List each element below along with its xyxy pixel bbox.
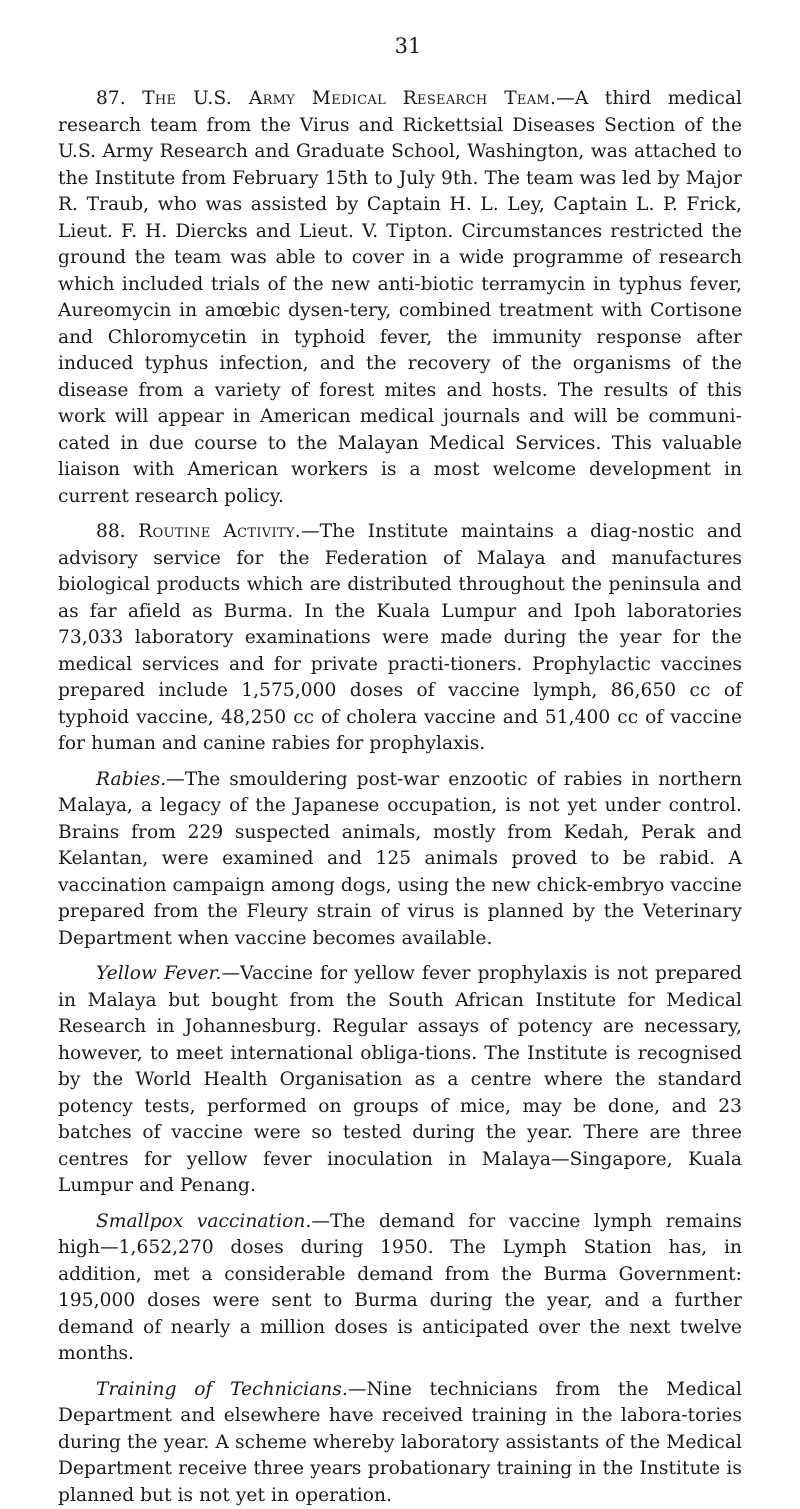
page-number: 31 (58, 34, 742, 58)
paragraph-number: 88. (96, 521, 126, 542)
paragraph-heading: The U.S. Army Medical Research Team. (142, 88, 556, 109)
paragraph-number: 87. (96, 88, 126, 109)
paragraph-heading: Rabies. (96, 769, 166, 790)
paragraph-training-of-technicians (58, 1377, 742, 1509)
paragraph-rabies (58, 767, 742, 953)
paragraph-heading: Training of Technicians. (96, 1379, 348, 1400)
paragraph-87-us-army-medical-research-team (58, 86, 742, 510)
paragraph-yellow-fever (58, 961, 742, 1200)
paragraph-text: —The demand for vaccine lymph remains high—1,652,270 doses during 1950. The Lymph Station has, in addition, met a considerable demand from the Burma Government: 195,000 doses were sent to Burma during the year, and a further demand of nearly a million doses is anticipated over the next twelve months. (58, 1211, 742, 1365)
paragraph-text: —Vaccine for yellow fever prophylaxis is not prepared in Malaya but bought from the South African Institute for Medical Research in Johannesburg. Regular assays of potency are necessary, however, to meet international obliga-tions. The Institute is recognised by the World Health Organisation as a centre where the standard potency tests, performed on groups of mice, may be done, and 23 batches of vaccine were so tested during the year. There are three centres for yellow fever inoculation in Malaya—Singapore, Kuala Lumpur and Penang. (58, 963, 742, 1196)
paragraph-88-routine-activity (58, 519, 742, 758)
paragraph-text: —The smouldering post-war enzootic of rabies in northern Malaya, a legacy of the Japanese occupation, is not yet under control. Brains from 229 suspected animals, mostly from Kedah, Perak and Kelantan, were examined and 125 animals proved to be rabid. A vaccination campaign among dogs, using the new chick-embryo vaccine prepared from the Fleury strain of virus is planned by the Veterinary Department when vaccine becomes available. (58, 769, 742, 949)
paragraph-smallpox-vaccination (58, 1209, 742, 1368)
paragraph-text: —A third medical research team from the Virus and Rickettsial Diseases Section of the U.S. Army Research and Graduate School, Washington, was attached to the Institute from February 15th to July 9th. The team was led by Major R. Traub, who was assisted by Captain H. L. Ley, Captain L. P. Frick, Lieut. F. H. Diercks and Lieut. V. Tipton. Circumstances restricted the ground the team was able to cover in a wide programme of research which included trials of the new anti-biotic terramycin in typhus fever, Aureomycin in amœbic dysen-tery, combined treatment with Cortisone and Chloromycetin in typhoid fever, the immunity response after induced typhus infection, and the recovery of the organisms of the disease from a variety of forest mites and hosts. The results of this work will appear in American medical journals and will be communi-cated in due course to the Malayan Medical Services. This valuable liaison with American workers is a most welcome development in current research policy. (58, 88, 742, 507)
paragraph-text: —Nine technicians from the Medical Department and elsewhere have received training in the labora-tories during the year. A scheme whereby laboratory assistants of the Medical Department receive three years probationary training in the Institute is planned but is not yet in operation. (58, 1379, 742, 1506)
paragraph-heading: Yellow Fever. (96, 963, 221, 984)
paragraph-heading: Smallpox vaccination. (96, 1211, 311, 1232)
paragraph-heading: Routine Activity. (138, 521, 301, 542)
paragraph-text: —The Institute maintains a diag-nostic and advisory service for the Federation of Malaya and manufactures biological products which are distributed throughout the peninsula and as far afield as Burma. In the Kuala Lumpur and Ipoh laboratories 73,033 laboratory examinations were made during the year for the medical services and for private practi-tioners. Prophylactic vaccines prepared include 1,575,000 doses of vaccine lymph, 86,650 cc of typhoid vaccine, 48,250 cc of cholera vaccine and 51,400 cc of vaccine for human and canine rabies for prophylaxis. (58, 521, 742, 754)
